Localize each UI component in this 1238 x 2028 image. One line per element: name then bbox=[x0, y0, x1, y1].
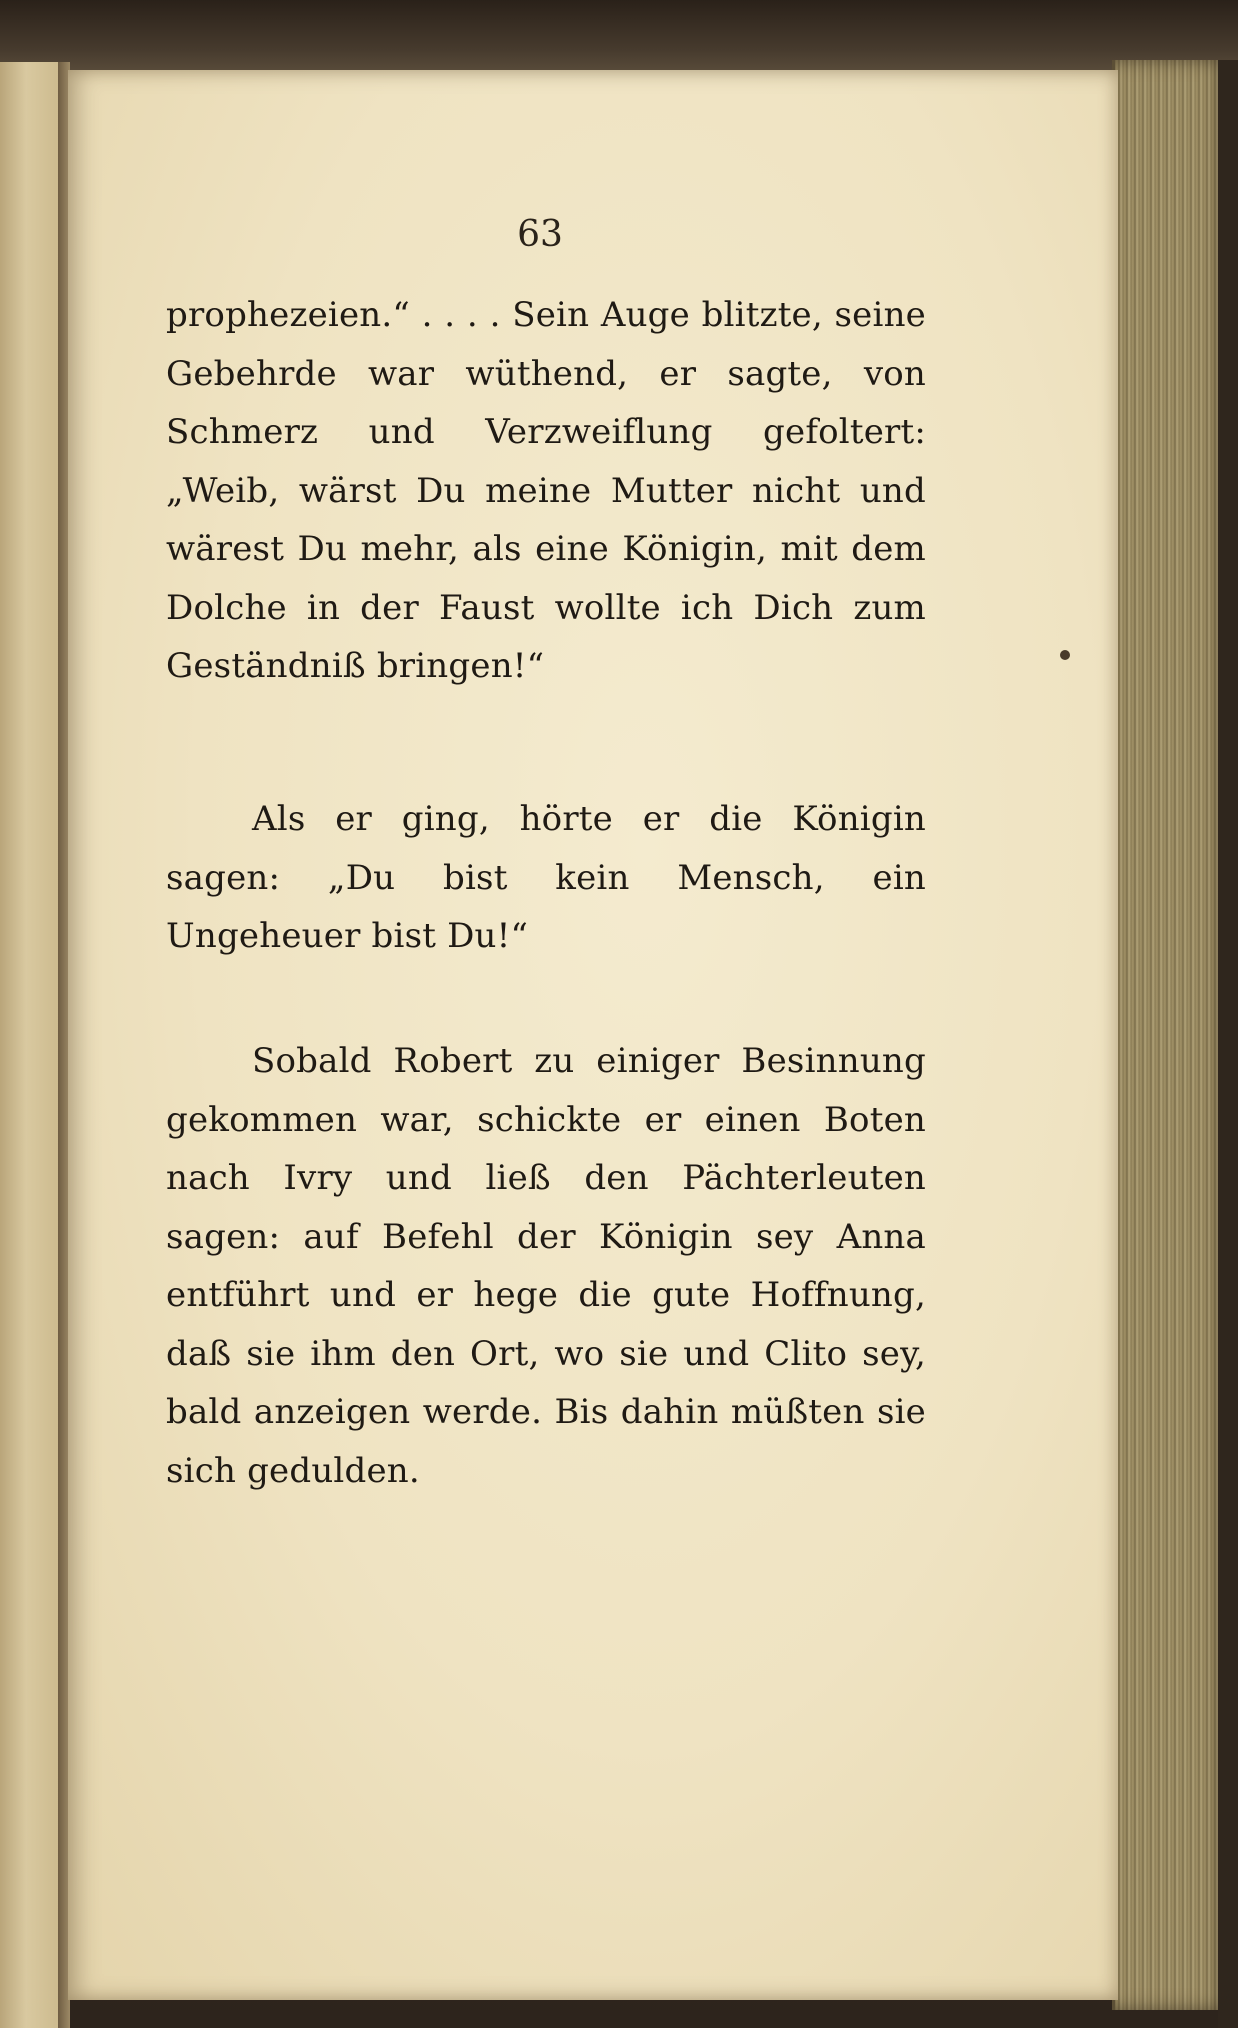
paragraph-2: Als er ging, hörte er die Königin sagen: „Du bist kein Mensch, ein Ungeheuer bist Du!“ bbox=[166, 799, 926, 956]
paragraph-1: prophezeien.“ . . . . Sein Auge blitzte, seine Gebehrde war wüthend, er sagte, von Schmerz und Verzweiflung gefoltert: „Weib, wärst Du meine Mutter nicht und wärest Du mehr, als eine Königin, mit dem Dolche in der Faust wollte ich Dich zum Geständniß bringen!“ bbox=[166, 295, 926, 686]
ink-spot bbox=[1060, 650, 1070, 660]
paragraph-3: Sobald Robert zu einiger Besinnung gekommen war, schickte er einen Boten nach Ivry und ließ den Pächterleuten sagen: auf Befehl der Königin sey Anna entführt und er hege die gute Hoffnung, daß sie ihm den Ort, wo sie und Clito sey, bald anzeigen werde. Bis dahin müßten sie sich gedulden. bbox=[166, 1041, 926, 1491]
book-cover-edge bbox=[0, 0, 1238, 70]
page-number: 63 bbox=[517, 214, 563, 255]
book-back-edge bbox=[1218, 60, 1238, 2028]
left-page-edge bbox=[0, 62, 60, 2028]
page-stack-edge bbox=[1112, 60, 1231, 2010]
